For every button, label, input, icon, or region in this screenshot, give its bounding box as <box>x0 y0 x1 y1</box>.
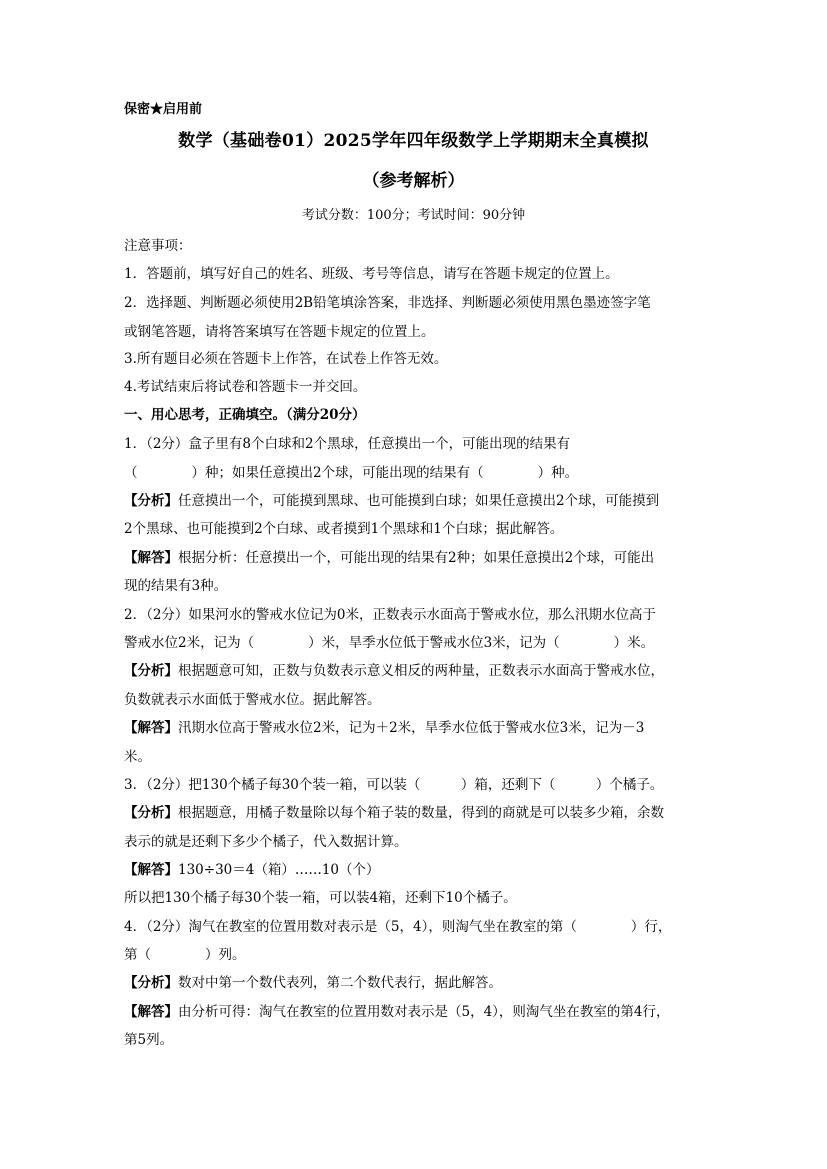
answer-text: 由分析可得：淘气在教室的位置用数对表示是（5，4），则淘气坐在教室的第4行， <box>178 1004 670 1020</box>
exam-info: 考试分数：100分；考试时间：90分钟 <box>301 208 526 223</box>
analysis-text: 根据题意可知，正数与负数表示意义相反的两种量，正数表示水面高于警戒水位， <box>178 663 664 679</box>
answer-line <box>124 718 644 738</box>
analysis-text: 表示的就是还剩下多少个橘子，代入数据计算。 <box>124 834 408 850</box>
question-stem: （ ）种；如果任意摸出2个球，可能出现的结果有（ ）种。 <box>124 465 579 481</box>
question-stem: 4．（2分）淘气在教室的位置用数对表示是（5，4），则淘气坐在教室的第（ ）行， <box>124 919 672 935</box>
question-stem: 3．（2分）把130个橘子每30个装一箱，可以装（ ）箱，还剩下（ ）个橘子。 <box>124 777 664 793</box>
page-subtitle: （参考解析） <box>362 171 465 191</box>
analysis-text: 任意摸出一个，可能摸到黑球、也可能摸到白球；如果任意摸出2个球，可能摸到 <box>178 493 660 509</box>
question-stem: 警戒水位2米，记为（ ）米，旱季水位低于警戒水位3米，记为（ ）米。 <box>124 635 655 651</box>
note-item: 1．答题前，填写好自己的姓名、班级、考号等信息，请写在答题卡规定的位置上。 <box>124 266 619 282</box>
question-stem: 第（ ）列。 <box>124 947 246 963</box>
analysis-text: 数对中第一个数代表列，第二个数代表行，据此解答。 <box>178 975 502 991</box>
analysis-line <box>124 661 664 681</box>
page-title: 数学（基础卷01）2025学年四年级数学上学期期末全真模拟 <box>178 131 649 151</box>
answer-text: 130÷30＝4（箱）……10（个） <box>178 862 380 878</box>
analysis-text: 负数就表示水面低于警戒水位。据此解答。 <box>124 692 381 708</box>
note-item: 或钢笔答题，请将答案填写在答题卡规定的位置上。 <box>124 324 435 340</box>
answer-text: 根据分析：任意摸出一个，可能出现的结果有2种；如果任意摸出2个球，可能出 <box>178 550 655 566</box>
answer-tag: 【解答】 <box>124 862 178 878</box>
analysis-text: 根据题意，用橘子数量除以每个箱子装的数量，得到的商就是可以装多少箱，余数 <box>178 805 664 821</box>
answer-text: 所以把130个橘子每30个装一箱，可以装4箱，还剩下10个橘子。 <box>124 890 517 906</box>
answer-line <box>124 548 654 568</box>
analysis-line <box>124 803 664 823</box>
answer-text: 汛期水位高于警戒水位2米，记为＋2米，旱季水位低于警戒水位3米，记为－3 <box>178 720 645 736</box>
answer-text: 现的结果有3种。 <box>124 578 228 594</box>
analysis-line <box>124 973 502 993</box>
answer-line <box>124 1002 670 1022</box>
question-stem: 1．（2分）盒子里有8个白球和2个黑球，任意摸出一个，可能出现的结果有 <box>124 436 571 452</box>
question-stem: 2．（2分）如果河水的警戒水位记为0米，正数表示水面高于警戒水位，那么汛期水位高于 <box>124 607 657 623</box>
analysis-tag: 【分析】 <box>124 493 178 509</box>
analysis-tag: 【分析】 <box>124 805 178 821</box>
note-item: 2．选择题、判断题必须使用2B铅笔填涂答案，非选择、判断题必须使用黑色墨迹签字笔 <box>124 295 651 311</box>
section-title: 一、用心思考，正确填空。（满分20分） <box>124 407 366 423</box>
analysis-text: 2个黑球、也可能摸到2个白球、或者摸到1个黑球和1个白球；据此解答。 <box>124 521 564 537</box>
secret-label: 保密★启用前 <box>124 102 203 117</box>
analysis-line <box>124 491 659 511</box>
answer-line <box>124 860 380 880</box>
analysis-tag: 【分析】 <box>124 663 178 679</box>
note-item: 3.所有题目必须在答题卡上作答，在试卷上作答无效。 <box>124 351 448 367</box>
note-item: 4.考试结束后将试卷和答题卡一并交回。 <box>124 379 367 395</box>
answer-tag: 【解答】 <box>124 550 178 566</box>
notes-heading: 注意事项： <box>124 238 192 254</box>
analysis-tag: 【分析】 <box>124 975 178 991</box>
answer-tag: 【解答】 <box>124 1004 178 1020</box>
answer-text: 第5列。 <box>124 1032 174 1048</box>
answer-text: 米。 <box>124 749 151 765</box>
answer-tag: 【解答】 <box>124 720 178 736</box>
